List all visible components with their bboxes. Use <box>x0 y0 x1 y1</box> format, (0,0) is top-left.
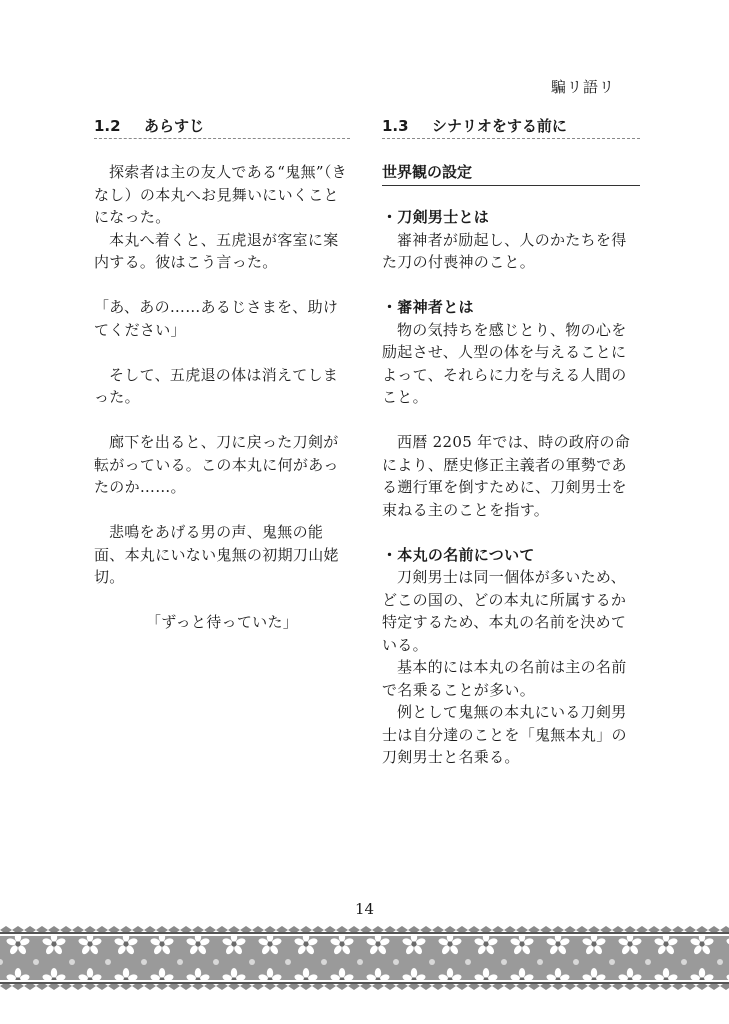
dialogue-quote: 「ずっと待っていた」 <box>145 613 299 631</box>
synopsis-column <box>94 115 350 634</box>
paragraph: 西暦 2205 年では、時の政府の命により、歴史修正主義者の軍勢である遡行軍を倒すために、刀剣男士を束ねる主のことを指す。 <box>382 433 631 519</box>
paragraph: 本丸へ着くと、五虎退が客室に案内する。彼はこう言った。 <box>94 230 339 271</box>
section-title: シナリオをする前に <box>432 117 567 135</box>
running-header: 騙リ語リ <box>550 78 615 96</box>
synopsis-body <box>94 161 350 634</box>
section-title: あらすじ <box>144 117 205 135</box>
paragraph: そして、五虎退の体は消えてしまった。 <box>94 365 339 406</box>
section-number: 1.2 <box>94 117 121 135</box>
page-number: 14 <box>354 900 375 918</box>
item-title: ・刀剣男士とは <box>382 208 490 226</box>
subheading-worldview: 世界観の設定 <box>382 159 640 186</box>
decorative-border <box>0 926 729 990</box>
paragraph: 廊下を出ると、刀に戻った刀剣が転がっている。この本丸に何があったのか……。 <box>94 433 339 496</box>
preface-body <box>382 206 640 769</box>
paragraph: 審神者が励起し、人のかたちを得た刀の付喪神のこと。 <box>382 230 627 271</box>
dialogue-quote: 「あ、あの……あるじさまを、助けてください」 <box>94 298 339 339</box>
section-number: 1.3 <box>382 117 409 135</box>
paragraph: 探索者は主の友人である“鬼無”（きなし）の本丸へお見舞いにいくことになった。 <box>94 163 347 226</box>
item-title: ・本丸の名前について <box>382 545 535 564</box>
paragraph: 例として鬼無の本丸にいる刀剣男士は自分達のことを「鬼無本丸」の刀剣男士と名乗る。 <box>382 703 627 766</box>
item-title: ・審神者とは <box>382 298 474 316</box>
section-heading-synopsis <box>94 115 350 139</box>
preface-column <box>382 115 640 769</box>
paragraph: 悲鳴をあげる男の声、鬼無の能面、本丸にいない鬼無の初期刀山姥切。 <box>94 523 339 586</box>
paragraph: 基本的には本丸の名前は主の名前で名乗ることが多い。 <box>382 658 627 699</box>
paragraph: 物の気持ちを感じとり、物の心を励起させ、人型の体を与えることによって、それらに力を与える人間のこと。 <box>382 320 627 406</box>
section-heading-preface <box>382 115 640 139</box>
paragraph: 刀剣男士は同一個体が多いため、どこの国の、どの本丸に所属するか特定するため、本丸の名前を決めている。 <box>382 568 627 654</box>
